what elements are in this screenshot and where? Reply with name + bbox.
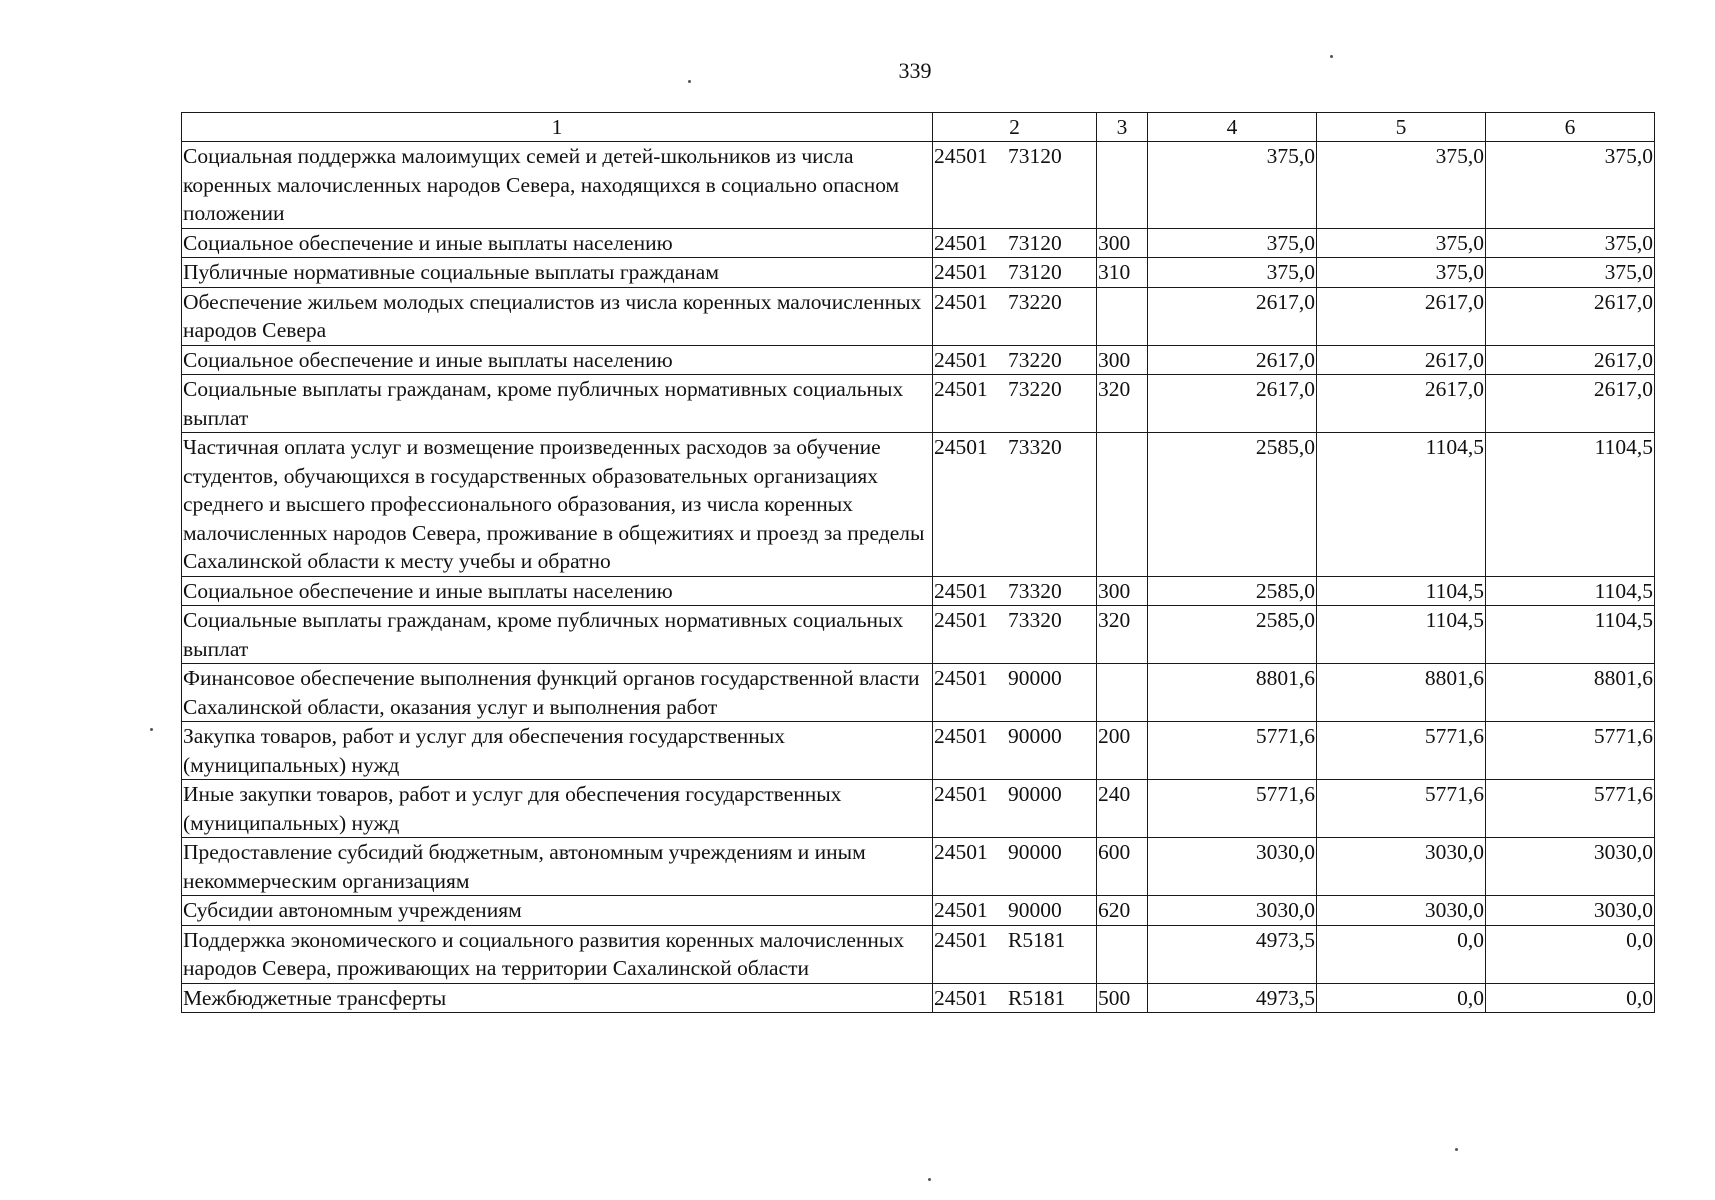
row-amount-year-1-cell: 5771,6 [1148, 722, 1317, 780]
table-row [182, 606, 1655, 664]
row-name-cell: Социальное обеспечение и иные выплаты населению [182, 228, 933, 258]
row-code-section: 24501 [934, 985, 988, 1010]
row-amount-year-2-cell: 3030,0 [1317, 896, 1486, 926]
row-amount-year-2-cell: 2617,0 [1317, 375, 1486, 433]
row-name-cell: Иные закупки товаров, работ и услуг для обеспечения государственных (муниципальных) нужд [182, 780, 933, 838]
row-amount-year-1-cell: 2585,0 [1148, 606, 1317, 664]
row-code-section: 24501 [934, 666, 988, 690]
row-name-cell: Обеспечение жильем молодых специалистов из числа коренных малочисленных народов Севера [182, 287, 933, 345]
table-row [182, 258, 1655, 288]
header-cell-type: 3 [1097, 113, 1148, 142]
row-amount-year-1-cell: 8801,6 [1148, 664, 1317, 722]
row-code-section: 24501 [934, 377, 988, 401]
row-code-target: 90000 [1008, 782, 1062, 806]
row-expense-type-cell: 300 [1097, 345, 1148, 375]
table-row [182, 925, 1655, 983]
row-amount-year-2-cell: 5771,6 [1317, 722, 1486, 780]
row-amount-year-3-cell: 3030,0 [1486, 896, 1655, 926]
row-expense-type-cell [1097, 142, 1148, 229]
row-code-section: 24501 [934, 347, 988, 372]
row-code-section: 24501 [934, 578, 988, 603]
row-expense-type-cell: 300 [1097, 228, 1148, 258]
row-name-cell: Частичная оплата услуг и возмещение произведенных расходов за обучение студентов, обучающихся в государственных образовательных организациях среднего и высшего профессионального образования, из числа коренных малочисленных народов Севера, проживание в общежитиях и проезд за пределы Сахалинской области к месту учебы и обратно [182, 433, 933, 577]
row-code-target: 73220 [1008, 347, 1062, 372]
row-amount-year-2-cell: 8801,6 [1317, 664, 1486, 722]
table-row [182, 664, 1655, 722]
header-row [182, 113, 1655, 142]
row-name-cell: Социальные выплаты гражданам, кроме публичных нормативных социальных выплат [182, 606, 933, 664]
row-code-cell [933, 258, 1097, 288]
table-row [182, 576, 1655, 606]
row-amount-year-3-cell: 5771,6 [1486, 722, 1655, 780]
row-amount-year-2-cell: 2617,0 [1317, 345, 1486, 375]
row-name-cell: Социальная поддержка малоимущих семей и детей-школьников из числа коренных малочисленных народов Севера, находящихся в социально опасном положении [182, 142, 933, 229]
row-code-section: 24501 [934, 782, 988, 806]
row-code-target: R5181 [1008, 927, 1066, 952]
row-code-cell [933, 345, 1097, 375]
row-amount-year-1-cell: 4973,5 [1148, 925, 1317, 983]
row-amount-year-3-cell: 1104,5 [1486, 606, 1655, 664]
row-expense-type-cell: 620 [1097, 896, 1148, 926]
row-amount-year-1-cell: 5771,6 [1148, 780, 1317, 838]
row-expense-type-cell: 600 [1097, 838, 1148, 896]
row-code-section: 24501 [934, 724, 988, 748]
row-amount-year-2-cell: 0,0 [1317, 983, 1486, 1013]
row-code-section: 24501 [934, 840, 988, 864]
header-cell-year-1: 4 [1148, 113, 1317, 142]
row-amount-year-3-cell: 2617,0 [1486, 287, 1655, 345]
row-amount-year-2-cell: 2617,0 [1317, 287, 1486, 345]
row-code-section: 24501 [934, 435, 988, 459]
header-cell-code: 2 [933, 113, 1097, 142]
row-amount-year-1-cell: 375,0 [1148, 258, 1317, 288]
row-expense-type-cell [1097, 287, 1148, 345]
row-code-target: 73220 [1008, 289, 1062, 314]
table-row [182, 896, 1655, 926]
table-body [182, 142, 1655, 1013]
row-amount-year-1-cell: 2585,0 [1148, 576, 1317, 606]
row-expense-type-cell: 240 [1097, 780, 1148, 838]
row-code-section: 24501 [934, 608, 988, 632]
row-amount-year-2-cell: 375,0 [1317, 258, 1486, 288]
row-code-cell [933, 606, 1097, 664]
row-name-cell: Социальное обеспечение и иные выплаты населению [182, 576, 933, 606]
row-expense-type-cell: 320 [1097, 606, 1148, 664]
row-amount-year-3-cell: 375,0 [1486, 258, 1655, 288]
header-cell-name: 1 [182, 113, 933, 142]
budget-table [181, 112, 1655, 1013]
row-code-cell [933, 287, 1097, 345]
row-name-cell: Субсидии автономным учреждениям [182, 896, 933, 926]
row-name-cell: Межбюджетные трансферты [182, 983, 933, 1013]
table-row [182, 433, 1655, 577]
row-code-target: 73320 [1008, 578, 1062, 603]
table-row [182, 780, 1655, 838]
row-name-cell: Предоставление субсидий бюджетным, автономным учреждениям и иным некоммерческим организациям [182, 838, 933, 896]
row-amount-year-1-cell: 2617,0 [1148, 375, 1317, 433]
row-amount-year-3-cell: 3030,0 [1486, 838, 1655, 896]
row-amount-year-3-cell: 2617,0 [1486, 345, 1655, 375]
table-row [182, 983, 1655, 1013]
row-expense-type-cell: 300 [1097, 576, 1148, 606]
row-code-target: 73320 [1008, 608, 1062, 632]
row-amount-year-3-cell: 1104,5 [1486, 433, 1655, 577]
row-code-cell [933, 433, 1097, 577]
row-amount-year-2-cell: 375,0 [1317, 142, 1486, 229]
row-code-cell [933, 142, 1097, 229]
table-row [182, 142, 1655, 229]
scan-speck [928, 1178, 931, 1181]
row-amount-year-1-cell: 2617,0 [1148, 345, 1317, 375]
row-code-cell [933, 896, 1097, 926]
row-name-cell: Публичные нормативные социальные выплаты гражданам [182, 258, 933, 288]
row-code-cell [933, 925, 1097, 983]
row-code-section: 24501 [934, 927, 988, 952]
table-row [182, 228, 1655, 258]
row-name-cell: Социальное обеспечение и иные выплаты населению [182, 345, 933, 375]
row-code-target: 73120 [1008, 230, 1062, 255]
row-amount-year-2-cell: 375,0 [1317, 228, 1486, 258]
row-amount-year-2-cell: 1104,5 [1317, 606, 1486, 664]
row-code-target: 73320 [1008, 435, 1062, 459]
row-name-cell: Социальные выплаты гражданам, кроме публичных нормативных социальных выплат [182, 375, 933, 433]
row-amount-year-3-cell: 8801,6 [1486, 664, 1655, 722]
row-code-section: 24501 [934, 230, 988, 255]
row-amount-year-3-cell: 375,0 [1486, 228, 1655, 258]
header-cell-year-2: 5 [1317, 113, 1486, 142]
row-expense-type-cell [1097, 433, 1148, 577]
row-code-target: 73120 [1008, 144, 1062, 168]
row-expense-type-cell: 320 [1097, 375, 1148, 433]
row-amount-year-1-cell: 3030,0 [1148, 896, 1317, 926]
row-name-cell: Финансовое обеспечение выполнения функций органов государственной власти Сахалинской области, оказания услуг и выполнения работ [182, 664, 933, 722]
row-name-cell: Закупка товаров, работ и услуг для обеспечения государственных (муниципальных) нужд [182, 722, 933, 780]
row-amount-year-2-cell: 1104,5 [1317, 433, 1486, 577]
row-code-target: 73120 [1008, 260, 1062, 284]
row-amount-year-1-cell: 2617,0 [1148, 287, 1317, 345]
row-amount-year-3-cell: 5771,6 [1486, 780, 1655, 838]
row-amount-year-1-cell: 375,0 [1148, 142, 1317, 229]
scan-speck [150, 728, 153, 731]
row-code-section: 24501 [934, 260, 988, 284]
row-amount-year-3-cell: 375,0 [1486, 142, 1655, 229]
row-code-cell [933, 375, 1097, 433]
row-code-cell [933, 780, 1097, 838]
row-amount-year-2-cell: 3030,0 [1317, 838, 1486, 896]
row-code-cell [933, 664, 1097, 722]
row-amount-year-3-cell: 2617,0 [1486, 375, 1655, 433]
table-row [182, 838, 1655, 896]
row-expense-type-cell: 500 [1097, 983, 1148, 1013]
row-amount-year-2-cell: 5771,6 [1317, 780, 1486, 838]
scan-speck [1330, 55, 1333, 58]
row-amount-year-3-cell: 0,0 [1486, 983, 1655, 1013]
row-amount-year-2-cell: 0,0 [1317, 925, 1486, 983]
scan-speck [1455, 1148, 1458, 1151]
row-amount-year-1-cell: 2585,0 [1148, 433, 1317, 577]
row-code-cell [933, 722, 1097, 780]
row-code-target: R5181 [1008, 985, 1066, 1010]
scan-speck [688, 80, 691, 83]
table-row [182, 287, 1655, 345]
row-amount-year-3-cell: 0,0 [1486, 925, 1655, 983]
row-code-target: 90000 [1008, 898, 1062, 922]
row-code-target: 90000 [1008, 840, 1062, 864]
row-code-cell [933, 838, 1097, 896]
row-amount-year-2-cell: 1104,5 [1317, 576, 1486, 606]
row-code-target: 73220 [1008, 377, 1062, 401]
row-code-target: 90000 [1008, 666, 1062, 690]
row-name-cell: Поддержка экономического и социального развития коренных малочисленных народов Севера, проживающих на территории Сахалинской области [182, 925, 933, 983]
row-code-cell [933, 576, 1097, 606]
row-amount-year-1-cell: 3030,0 [1148, 838, 1317, 896]
row-code-target: 90000 [1008, 724, 1062, 748]
row-code-section: 24501 [934, 144, 988, 168]
row-amount-year-1-cell: 4973,5 [1148, 983, 1317, 1013]
row-expense-type-cell [1097, 925, 1148, 983]
row-amount-year-1-cell: 375,0 [1148, 228, 1317, 258]
table-row [182, 345, 1655, 375]
row-amount-year-3-cell: 1104,5 [1486, 576, 1655, 606]
page-number: 339 [898, 58, 932, 83]
row-code-cell [933, 228, 1097, 258]
row-expense-type-cell [1097, 664, 1148, 722]
table-row [182, 722, 1655, 780]
table-header [182, 113, 1655, 142]
row-code-cell [933, 983, 1097, 1013]
table-row [182, 375, 1655, 433]
header-cell-year-3: 6 [1486, 113, 1655, 142]
row-expense-type-cell: 310 [1097, 258, 1148, 288]
row-code-section: 24501 [934, 898, 988, 922]
row-expense-type-cell: 200 [1097, 722, 1148, 780]
row-code-section: 24501 [934, 289, 988, 314]
